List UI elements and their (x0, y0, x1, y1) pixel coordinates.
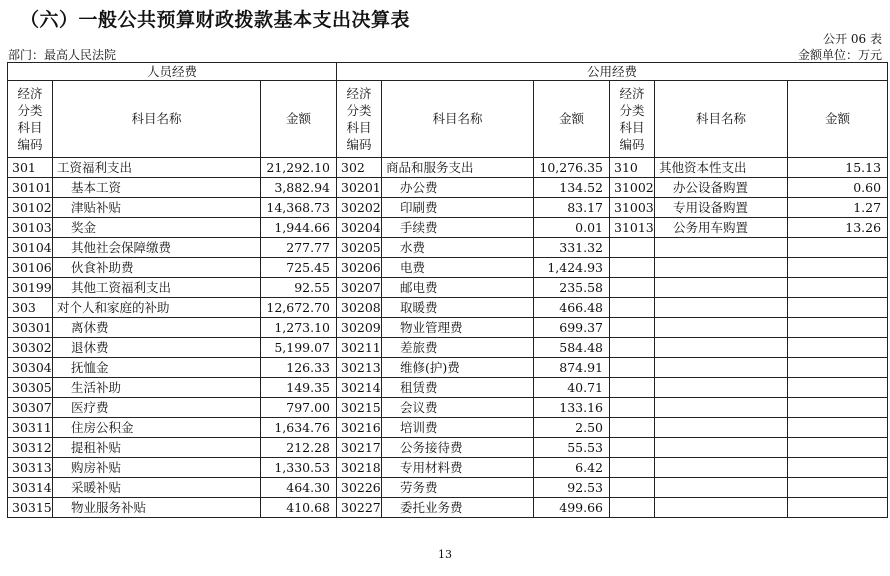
public-amount-cell: 331.32 (534, 238, 610, 258)
empty-cell (655, 298, 788, 318)
table-row (8, 418, 888, 438)
empty-cell (788, 378, 888, 398)
public-code-cell: 30211 (337, 338, 382, 358)
page-number: 13 (438, 548, 452, 561)
public-amount-cell: 2.50 (534, 418, 610, 438)
public-amount-cell: 83.17 (534, 198, 610, 218)
empty-cell (610, 458, 655, 478)
personnel-code-cell: 30313 (8, 458, 53, 478)
table-row (8, 178, 888, 198)
col-header-name: 科目名称 (655, 81, 788, 158)
col-header-code-line: 科目 (619, 120, 645, 135)
col-header-code (337, 81, 382, 158)
capital-amount-cell: 15.13 (788, 158, 888, 178)
personnel-code-cell: 30106 (8, 258, 53, 278)
public-amount-cell: 874.91 (534, 358, 610, 378)
empty-cell (655, 478, 788, 498)
personnel-name-cell: 抚恤金 (53, 358, 261, 378)
public-code-cell: 30218 (337, 458, 382, 478)
table-row (8, 218, 888, 238)
table-row (8, 278, 888, 298)
personnel-amount-cell: 1,273.10 (261, 318, 337, 338)
empty-cell (788, 338, 888, 358)
public-name-cell: 租赁费 (382, 378, 534, 398)
personnel-name-cell: 其他工资福利支出 (53, 278, 261, 298)
personnel-code-cell: 30307 (8, 398, 53, 418)
public-amount-cell: 584.48 (534, 338, 610, 358)
empty-cell (610, 498, 655, 518)
public-amount-cell: 499.66 (534, 498, 610, 518)
personnel-amount-cell: 21,292.10 (261, 158, 337, 178)
personnel-amount-cell: 1,330.53 (261, 458, 337, 478)
personnel-name-cell: 其他社会保障缴费 (53, 238, 261, 258)
table-row (8, 358, 888, 378)
col-header-code-line: 经济 (346, 86, 372, 101)
empty-cell (788, 298, 888, 318)
table-row (8, 438, 888, 458)
empty-cell (655, 458, 788, 478)
personnel-code-cell: 30102 (8, 198, 53, 218)
table-row (8, 458, 888, 478)
table-row (8, 298, 888, 318)
empty-cell (610, 278, 655, 298)
personnel-name-cell: 住房公积金 (53, 418, 261, 438)
public-code-cell: 30201 (337, 178, 382, 198)
public-name-cell: 委托业务费 (382, 498, 534, 518)
personnel-amount-cell: 12,672.70 (261, 298, 337, 318)
personnel-name-cell: 奖金 (53, 218, 261, 238)
capital-name-cell: 办公设备购置 (655, 178, 788, 198)
empty-cell (655, 438, 788, 458)
personnel-code-cell: 30104 (8, 238, 53, 258)
public-name-cell: 培训费 (382, 418, 534, 438)
empty-cell (610, 338, 655, 358)
personnel-amount-cell: 14,368.73 (261, 198, 337, 218)
empty-cell (788, 318, 888, 338)
empty-cell (788, 238, 888, 258)
empty-cell (610, 298, 655, 318)
empty-cell (788, 458, 888, 478)
public-amount-cell: 6.42 (534, 458, 610, 478)
personnel-code-cell: 30314 (8, 478, 53, 498)
public-code-cell: 30217 (337, 438, 382, 458)
table-row (8, 478, 888, 498)
col-header-code-line: 科目 (346, 120, 372, 135)
public-name-cell: 取暖费 (382, 298, 534, 318)
public-code-cell: 30205 (337, 238, 382, 258)
capital-name-cell: 其他资本性支出 (655, 158, 788, 178)
public-amount-cell: 40.71 (534, 378, 610, 398)
form-number: 公开 06 表 (823, 32, 882, 46)
personnel-amount-cell: 725.45 (261, 258, 337, 278)
personnel-name-cell: 生活补助 (53, 378, 261, 398)
personnel-amount-cell: 126.33 (261, 358, 337, 378)
personnel-amount-cell: 464.30 (261, 478, 337, 498)
table-row (8, 318, 888, 338)
col-header-code-line: 编码 (619, 137, 645, 152)
public-code-cell: 30213 (337, 358, 382, 378)
group-personnel-header: 人员经费 (8, 63, 337, 81)
public-name-cell: 维修(护)费 (382, 358, 534, 378)
public-name-cell: 差旅费 (382, 338, 534, 358)
table-row (8, 258, 888, 278)
public-amount-cell: 133.16 (534, 398, 610, 418)
public-code-cell: 30208 (337, 298, 382, 318)
public-amount-cell: 466.48 (534, 298, 610, 318)
personnel-name-cell: 物业服务补贴 (53, 498, 261, 518)
col-header-amount: 金额 (534, 81, 610, 158)
personnel-code-cell: 30101 (8, 178, 53, 198)
capital-code-cell: 31013 (610, 218, 655, 238)
col-header-code (8, 81, 53, 158)
personnel-amount-cell: 410.68 (261, 498, 337, 518)
col-header-code-line: 编码 (17, 137, 43, 152)
personnel-amount-cell: 92.55 (261, 278, 337, 298)
empty-cell (655, 498, 788, 518)
col-header-code-line: 分类 (346, 103, 372, 118)
col-header-amount: 金额 (261, 81, 337, 158)
public-name-cell: 商品和服务支出 (382, 158, 534, 178)
personnel-code-cell: 30312 (8, 438, 53, 458)
empty-cell (788, 398, 888, 418)
expenditure-table (7, 62, 888, 518)
col-header-name: 科目名称 (53, 81, 261, 158)
public-name-cell: 物业管理费 (382, 318, 534, 338)
personnel-code-cell: 30304 (8, 358, 53, 378)
personnel-code-cell: 30103 (8, 218, 53, 238)
personnel-name-cell: 工资福利支出 (53, 158, 261, 178)
capital-name-cell: 公务用车购置 (655, 218, 788, 238)
empty-cell (655, 318, 788, 338)
empty-cell (610, 238, 655, 258)
personnel-name-cell: 退休费 (53, 338, 261, 358)
capital-code-cell: 31003 (610, 198, 655, 218)
public-name-cell: 邮电费 (382, 278, 534, 298)
public-code-cell: 30206 (337, 258, 382, 278)
empty-cell (788, 478, 888, 498)
table-row (8, 398, 888, 418)
empty-cell (655, 418, 788, 438)
personnel-name-cell: 医疗费 (53, 398, 261, 418)
personnel-amount-cell: 1,944.66 (261, 218, 337, 238)
public-code-cell: 30202 (337, 198, 382, 218)
personnel-code-cell: 30315 (8, 498, 53, 518)
personnel-name-cell: 采暖补贴 (53, 478, 261, 498)
capital-amount-cell: 1.27 (788, 198, 888, 218)
col-header-amount: 金额 (788, 81, 888, 158)
group-public-header: 公用经费 (337, 63, 888, 81)
capital-code-cell: 31002 (610, 178, 655, 198)
personnel-amount-cell: 1,634.76 (261, 418, 337, 438)
personnel-name-cell: 津贴补贴 (53, 198, 261, 218)
public-code-cell: 30214 (337, 378, 382, 398)
empty-cell (610, 478, 655, 498)
public-code-cell: 30207 (337, 278, 382, 298)
capital-amount-cell: 0.60 (788, 178, 888, 198)
personnel-amount-cell: 149.35 (261, 378, 337, 398)
empty-cell (788, 258, 888, 278)
public-code-cell: 30215 (337, 398, 382, 418)
personnel-amount-cell: 3,882.94 (261, 178, 337, 198)
personnel-code-cell: 30302 (8, 338, 53, 358)
public-amount-cell: 699.37 (534, 318, 610, 338)
public-code-cell: 302 (337, 158, 382, 178)
col-header-code-line: 经济 (619, 86, 645, 101)
personnel-name-cell: 对个人和家庭的补助 (53, 298, 261, 318)
col-header-name: 科目名称 (382, 81, 534, 158)
empty-cell (610, 438, 655, 458)
personnel-code-cell: 30305 (8, 378, 53, 398)
col-header-code-line: 经济 (17, 86, 43, 101)
empty-cell (655, 258, 788, 278)
public-name-cell: 专用材料费 (382, 458, 534, 478)
personnel-name-cell: 购房补贴 (53, 458, 261, 478)
empty-cell (788, 498, 888, 518)
public-code-cell: 30216 (337, 418, 382, 438)
empty-cell (610, 418, 655, 438)
public-code-cell: 30227 (337, 498, 382, 518)
table-row (8, 198, 888, 218)
public-name-cell: 电费 (382, 258, 534, 278)
public-name-cell: 印刷费 (382, 198, 534, 218)
public-name-cell: 公务接待费 (382, 438, 534, 458)
personnel-amount-cell: 277.77 (261, 238, 337, 258)
public-amount-cell: 92.53 (534, 478, 610, 498)
capital-name-cell: 专用设备购置 (655, 198, 788, 218)
public-name-cell: 水费 (382, 238, 534, 258)
personnel-name-cell: 基本工资 (53, 178, 261, 198)
table-row (8, 238, 888, 258)
column-header-row (8, 81, 888, 158)
empty-cell (788, 358, 888, 378)
department-label: 部门：最高人民法院 (8, 48, 117, 62)
empty-cell (655, 238, 788, 258)
col-header-code-line: 分类 (619, 103, 645, 118)
table-row (8, 158, 888, 178)
personnel-amount-cell: 797.00 (261, 398, 337, 418)
public-name-cell: 手续费 (382, 218, 534, 238)
empty-cell (788, 438, 888, 458)
table-row (8, 498, 888, 518)
public-name-cell: 劳务费 (382, 478, 534, 498)
public-amount-cell: 0.01 (534, 218, 610, 238)
col-header-code-line: 编码 (346, 137, 372, 152)
empty-cell (655, 278, 788, 298)
personnel-code-cell: 30199 (8, 278, 53, 298)
col-header-code-line: 分类 (17, 103, 43, 118)
public-amount-cell: 235.58 (534, 278, 610, 298)
empty-cell (610, 378, 655, 398)
empty-cell (610, 318, 655, 338)
public-code-cell: 30209 (337, 318, 382, 338)
table-row (8, 338, 888, 358)
amount-unit-label: 金额单位：万元 (797, 48, 882, 62)
table-row (8, 378, 888, 398)
personnel-code-cell: 30311 (8, 418, 53, 438)
empty-cell (655, 398, 788, 418)
personnel-name-cell: 离休费 (53, 318, 261, 338)
public-amount-cell: 1,424.93 (534, 258, 610, 278)
empty-cell (610, 258, 655, 278)
empty-cell (655, 378, 788, 398)
capital-amount-cell: 13.26 (788, 218, 888, 238)
public-name-cell: 会议费 (382, 398, 534, 418)
public-amount-cell: 134.52 (534, 178, 610, 198)
public-amount-cell: 10,276.35 (534, 158, 610, 178)
personnel-name-cell: 提租补贴 (53, 438, 261, 458)
group-header-row (8, 63, 888, 81)
public-code-cell: 30226 (337, 478, 382, 498)
empty-cell (788, 278, 888, 298)
public-amount-cell: 55.53 (534, 438, 610, 458)
personnel-code-cell: 30301 (8, 318, 53, 338)
col-header-code (610, 81, 655, 158)
empty-cell (610, 398, 655, 418)
public-code-cell: 30204 (337, 218, 382, 238)
personnel-name-cell: 伙食补助费 (53, 258, 261, 278)
page-title: （六）一般公共预算财政拨款基本支出决算表 (20, 9, 411, 31)
personnel-code-cell: 301 (8, 158, 53, 178)
public-name-cell: 办公费 (382, 178, 534, 198)
capital-code-cell: 310 (610, 158, 655, 178)
empty-cell (655, 338, 788, 358)
empty-cell (610, 358, 655, 378)
empty-cell (788, 418, 888, 438)
personnel-amount-cell: 212.28 (261, 438, 337, 458)
empty-cell (655, 358, 788, 378)
col-header-code-line: 科目 (17, 120, 43, 135)
personnel-code-cell: 303 (8, 298, 53, 318)
personnel-amount-cell: 5,199.07 (261, 338, 337, 358)
